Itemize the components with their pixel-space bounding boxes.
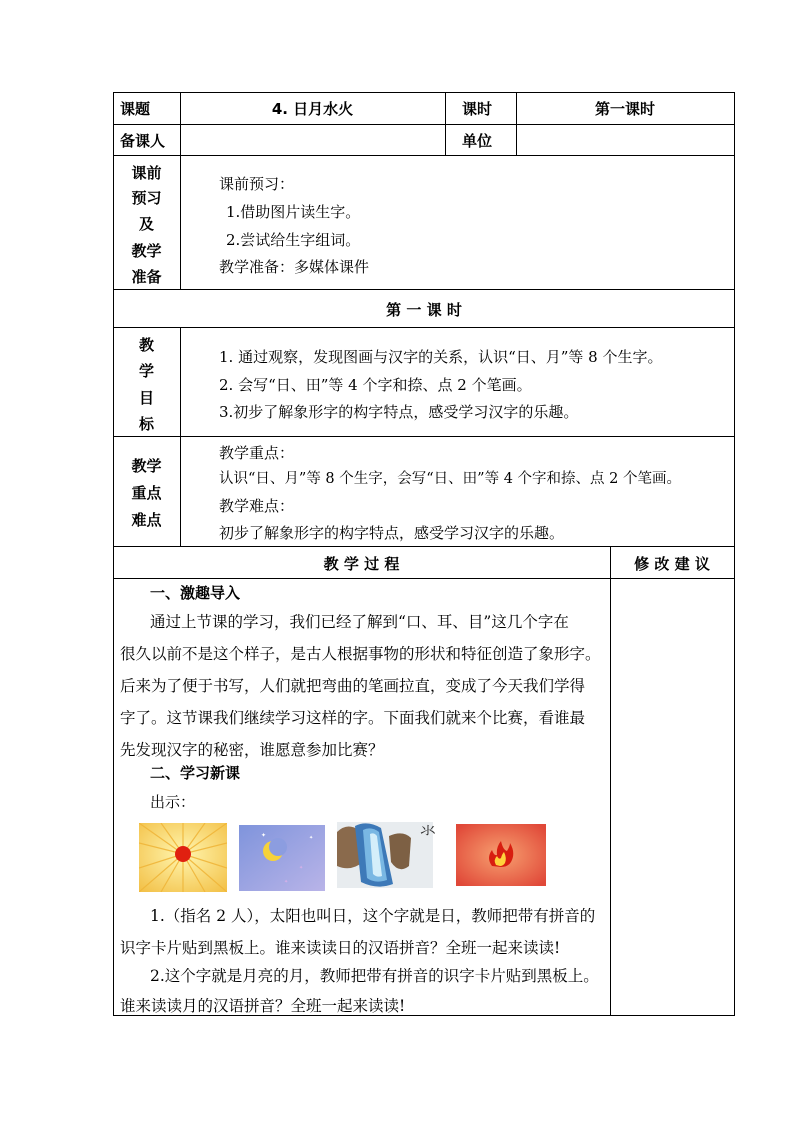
- prep-line: 课前预习：: [219, 175, 295, 193]
- svg-text:✦: ✦: [261, 832, 267, 839]
- grid-line: [180, 155, 181, 290]
- grid-line: [734, 92, 735, 1016]
- item1-line: 1.（指名 2 人），太阳也叫日，这个字就是日，教师把带有拼音的: [150, 907, 596, 925]
- fire-image: [456, 824, 546, 886]
- grid-line: [445, 92, 446, 156]
- grid-line: [113, 546, 735, 547]
- grid-line: [113, 92, 735, 93]
- grid-line: [113, 327, 735, 328]
- paragraph-line: 后来为了便于书写，人们就把弯曲的笔画拉直，变成了今天我们学得: [120, 677, 586, 695]
- grid-line: [113, 578, 735, 579]
- goals-label-line: 学: [138, 362, 154, 380]
- title-value: 4. 日月水火: [271, 100, 354, 118]
- section-heading: 一、激趣导入: [150, 584, 241, 602]
- paragraph-line: 很久以前不是这个样子，是古人根据事物的形状和特征创造了象形字。: [120, 645, 601, 663]
- keypoints-label-line: 教学: [131, 457, 162, 475]
- fire-icon: [456, 824, 546, 886]
- goal-line: 3.初步了解象形字的构字特点，感受学习汉字的乐趣。: [219, 403, 579, 421]
- sun-icon: [139, 823, 227, 892]
- item2-line: 谁来读读月的汉语拼音？全班一起来读读!: [120, 997, 406, 1015]
- section-heading: 二、学习新课: [150, 764, 241, 782]
- prep-label-line: 预习: [131, 189, 162, 207]
- prep-label-line: 及: [138, 215, 154, 233]
- item2-line: 2.这个字就是月亮的月，教师把带有拼音的识字卡片贴到黑板上。: [150, 967, 599, 985]
- svg-text:✦: ✦: [299, 865, 304, 871]
- title-label: 课题: [120, 100, 151, 118]
- grid-line: [180, 327, 181, 547]
- prep-label-line: 教学: [131, 242, 162, 260]
- paragraph-line: 先发现汉字的秘密，谁愿意参加比赛？: [120, 741, 384, 759]
- svg-text:✦: ✦: [284, 879, 289, 885]
- water-glyph: 氺: [420, 821, 437, 840]
- goal-line: 1. 通过观察，发现图画与汉字的关系，认识“日、月”等 8 个生字。: [219, 348, 663, 366]
- suggest-header: 修 改 建 议: [634, 555, 710, 573]
- show-label: 出示：: [150, 793, 196, 811]
- prep-line: 1.借助图片读生字。: [226, 203, 361, 221]
- goals-label-line: 目: [138, 389, 154, 407]
- paragraph-line: 通过上节课的学习，我们已经了解到“口、耳、目”这几个字在: [150, 613, 569, 631]
- prep-label-line: 准备: [131, 268, 162, 286]
- grid-line: [113, 124, 735, 125]
- goals-label-line: 标: [138, 415, 154, 433]
- keypoint-line: 认识“日、月”等 8 个生字，会写“日、田”等 4 个字和捺、点 2 个笔画。: [219, 471, 681, 487]
- period-label: 课时: [462, 100, 493, 118]
- prep-line: 2.尝试给生字组词。: [226, 231, 361, 249]
- grid-line: [113, 436, 735, 437]
- grid-line: [113, 289, 735, 290]
- lesson-title: 第 一 课 时: [386, 301, 462, 319]
- keypoint-line: 教学重点：: [219, 444, 295, 462]
- unit-label: 单位: [462, 132, 493, 150]
- moon-image: [239, 825, 325, 891]
- goals-label-line: 教: [138, 336, 154, 354]
- grid-line: [113, 155, 735, 156]
- moon-icon: [239, 825, 325, 891]
- waterfall-icon: [337, 822, 433, 888]
- preparer-label: 备课人: [120, 132, 166, 150]
- keypoints-label-line: 难点: [131, 511, 162, 529]
- keypoint-line: 教学难点：: [219, 497, 295, 515]
- prep-label-line: 课前: [131, 164, 162, 182]
- process-header: 教 学 过 程: [323, 555, 400, 573]
- goal-line: 2. 会写“日、田”等 4 个字和捺、点 2 个笔画。: [219, 376, 532, 394]
- prep-line: 教学准备：多媒体课件: [219, 258, 370, 276]
- keypoint-line: 初步了解象形字的构字特点，感受学习汉字的乐趣。: [219, 524, 565, 542]
- paragraph-line: 字了。这节课我们继续学习这样的字。下面我们就来个比赛，看谁最: [120, 709, 586, 727]
- keypoints-label-line: 重点: [131, 484, 162, 502]
- sun-image: [139, 823, 227, 892]
- water-image: [337, 822, 433, 888]
- item1-line: 识字卡片贴到黑板上。谁来读读日的汉语拼音？全班一起来读读!: [120, 939, 561, 957]
- svg-text:✦: ✦: [309, 835, 314, 841]
- period-value: 第一课时: [594, 100, 655, 118]
